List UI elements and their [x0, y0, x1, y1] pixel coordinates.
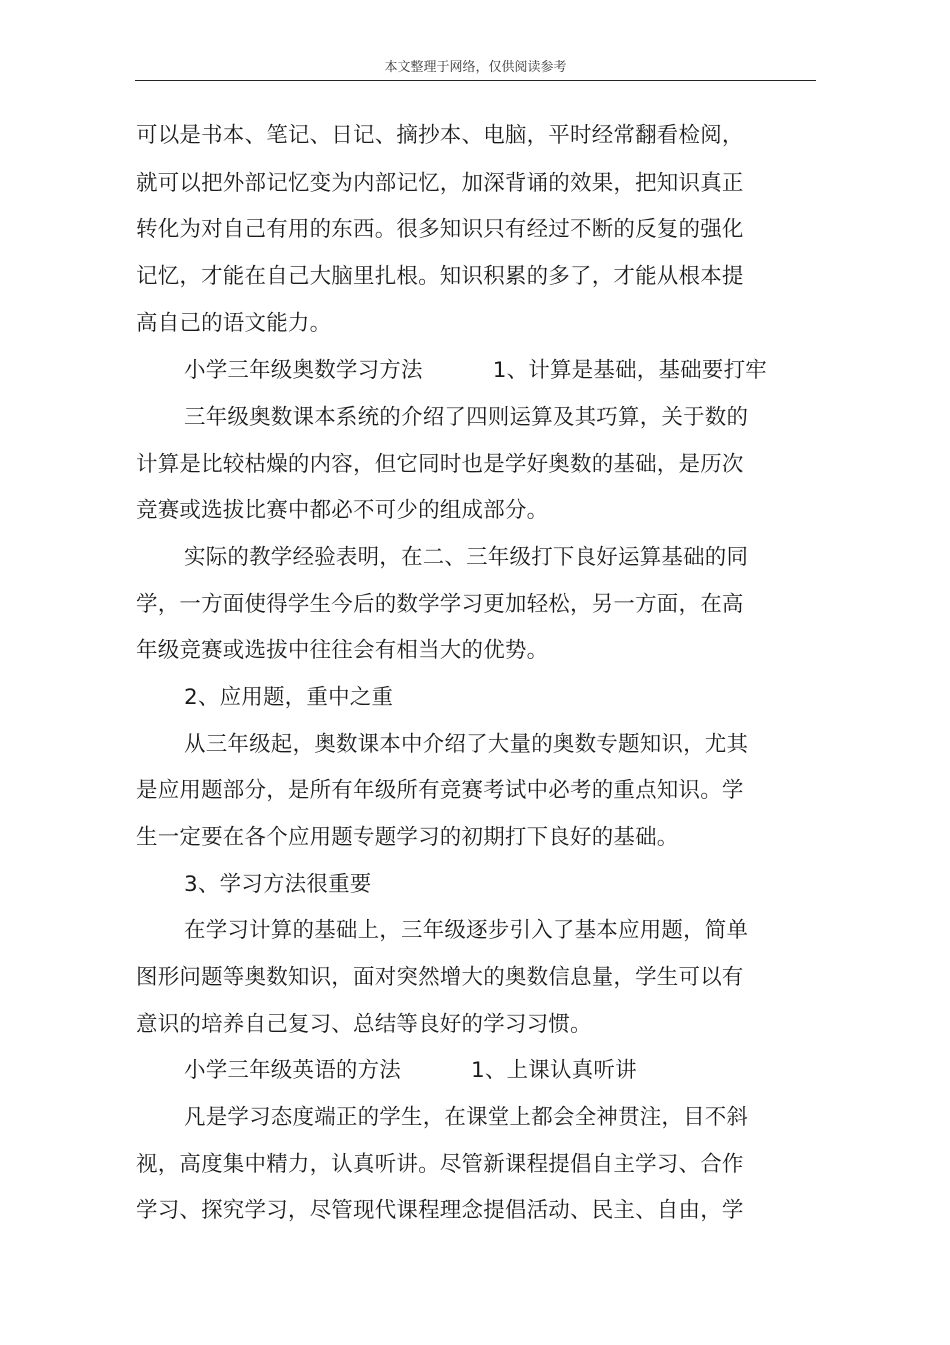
body-line: 实际的教学经验表明，在二、三年级打下良好运算基础的同	[184, 545, 749, 570]
english-section-heading	[184, 1053, 637, 1084]
body-line: 凡是学习态度端正的学生，在课堂上都会全神贯注，目不斜	[184, 1105, 749, 1130]
math-section-title: 小学三年级奥数学习方法	[184, 358, 423, 383]
body-line: 转化为对自己有用的东西。很多知识只有经过不断的反复的强化	[136, 217, 744, 242]
body-line: 就可以把外部记忆变为内部记忆，加深背诵的效果，把知识真正	[136, 171, 744, 196]
english-section-title: 小学三年级英语的方法	[184, 1058, 402, 1083]
math-section-heading	[184, 353, 767, 384]
body-line: 计算是比较枯燥的内容，但它同时也是学好奥数的基础，是历次	[136, 452, 744, 477]
page-header: 本文整理于网络，仅供阅读参考	[384, 60, 567, 75]
body-line: 高自己的语文能力。	[136, 311, 332, 336]
body-line: 竞赛或选拔比赛中都必不可少的组成部分。	[136, 498, 549, 523]
body-line: 年级竞赛或选拔中往往会有相当大的优势。	[136, 638, 549, 663]
body-line: 记忆，才能在自己大脑里扎根。知识积累的多了，才能从根本提	[136, 264, 744, 289]
body-line: 视，高度集中精力，认真听讲。尽管新课程提倡自主学习、合作	[136, 1152, 744, 1177]
body-line: 三年级奥数课本系统的介绍了四则运算及其巧算，关于数的	[184, 405, 749, 430]
math-point-3: 3、学习方法很重要	[184, 872, 372, 897]
body-line: 在学习计算的基础上，三年级逐步引入了基本应用题，简单	[184, 918, 749, 943]
body-line: 可以是书本、笔记、日记、摘抄本、电脑，平时经常翻看检阅，	[136, 123, 744, 148]
body-line: 是应用题部分，是所有年级所有竞赛考试中必考的重点知识。学	[136, 778, 744, 803]
body-line: 学习、探究学习，尽管现代课程理念提倡活动、民主、自由，学	[136, 1198, 744, 1223]
header-divider	[135, 80, 816, 81]
body-line: 学，一方面使得学生今后的数学学习更加轻松，另一方面，在高	[136, 592, 744, 617]
body-line: 生一定要在各个应用题专题学习的初期打下良好的基础。	[136, 825, 679, 850]
body-line: 图形问题等奥数知识，面对突然增大的奥数信息量，学生可以有	[136, 965, 744, 990]
english-point-1: 1、上课认真听讲	[471, 1058, 637, 1083]
body-line: 从三年级起，奥数课本中介绍了大量的奥数专题知识，尤其	[184, 732, 749, 757]
body-line: 意识的培养自己复习、总结等良好的学习习惯。	[136, 1012, 592, 1037]
math-point-1: 1、计算是基础，基础要打牢	[492, 358, 767, 383]
math-point-2: 2、应用题，重中之重	[184, 685, 394, 710]
